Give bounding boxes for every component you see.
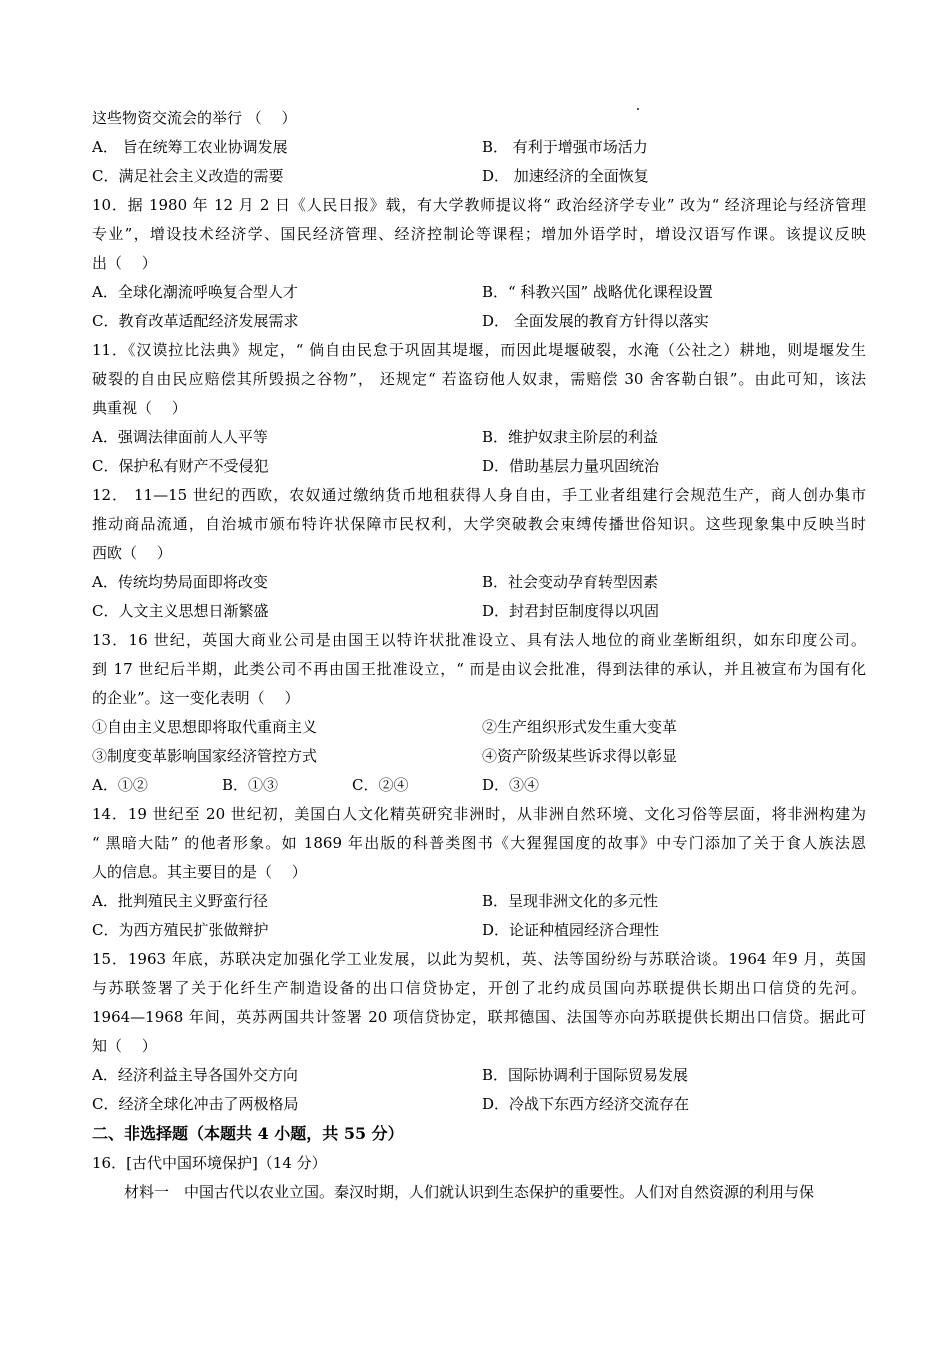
q14-option-c[interactable]: C．为西方殖民扩张做辩护 [92, 921, 269, 939]
q12-options-row-1 [92, 568, 866, 597]
section-2-heading: 二、非选择题（本题共 4 小题，共 55 分） [92, 1124, 404, 1143]
q13-item-3: ③制度变革影响国家经济管控方式 [92, 747, 318, 765]
q11-line-2: 破裂的自由民应赔偿其所毁损之谷物”， 还规定“ 若盗窃他人奴隶，需赔偿 30 舍客勒白银”。由此可知，该法 [92, 370, 866, 388]
q9-options-row-2 [92, 162, 866, 191]
q11-option-c[interactable]: C．保护私有财产不受侵犯 [92, 457, 269, 475]
q14-options-row-2 [92, 916, 866, 945]
q10-line-3: 出（ ） [92, 254, 157, 272]
q13-items-row-1 [92, 713, 866, 742]
q11-line-3: 典重视（ ） [92, 399, 187, 417]
q9-option-a[interactable]: A． 旨在统筹工农业协调发展 [92, 138, 288, 156]
q13-option-d[interactable]: D．③④ [482, 776, 540, 794]
q10-options-row-1 [92, 278, 866, 307]
exam-page [92, 104, 866, 1207]
q15-line-1: 15．1963 年底，苏联决定加强化学工业发展，以此为契机，英、法等国纷纷与苏联洽谈。1964 年9 月，英国 [92, 950, 866, 968]
q15-line-4: 知（ ） [92, 1037, 157, 1055]
q13-item-4: ④资产阶级某些诉求得以彰显 [482, 747, 678, 765]
q15-options-row-1 [92, 1061, 866, 1090]
q9-option-b[interactable]: B． 有利于增强市场活力 [482, 138, 648, 156]
q11-option-d[interactable]: D．借助基层力量巩固统治 [482, 457, 660, 475]
q13-line-1: 13．16 世纪，英国大商业公司是由国王以特许状批准设立、具有法人地位的商业垄断组织，如东印度公司。 [92, 631, 866, 649]
q14-option-a[interactable]: A．批判殖民主义野蛮行径 [92, 892, 268, 910]
q13-item-1: ①自由主义思想即将取代重商主义 [92, 718, 318, 736]
q14-options-row-1 [92, 887, 866, 916]
q12-line-2: 推动商品流通，自治城市颁布特许状保障市民权利，大学突破教会束缚传播世俗知识。这些现象集中反映当时 [92, 515, 866, 533]
q13-option-b[interactable]: B．①③ [222, 776, 279, 794]
q10-option-c[interactable]: C．教育改革适配经济发展需求 [92, 312, 299, 330]
q15-options-row-2 [92, 1090, 866, 1119]
q10-options-row-2 [92, 307, 866, 336]
q10-option-a[interactable]: A．全球化潮流呼唤复合型人才 [92, 283, 298, 301]
q15-option-c[interactable]: C．经济全球化冲击了两极格局 [92, 1095, 299, 1113]
q11-options-row-2 [92, 452, 866, 481]
q13-line-3: 的企业”。这一变化表明（ ） [92, 689, 300, 707]
q15-option-b[interactable]: B．国际协调利于国际贸易发展 [482, 1066, 689, 1084]
q15-option-d[interactable]: D．冷战下东西方经济交流存在 [482, 1095, 690, 1113]
q13-option-a[interactable]: A．①② [92, 776, 148, 794]
q11-option-b[interactable]: B．维护奴隶主阶层的利益 [482, 428, 659, 446]
q14-option-b[interactable]: B．呈现非洲文化的多元性 [482, 892, 659, 910]
q12-options-row-2 [92, 597, 866, 626]
q10-option-b[interactable]: B．“ 科教兴国” 战略优化课程设置 [482, 283, 713, 301]
q10-line-1: 10．据 1980 年 12 月 2 日《人民日报》载，有大学教师提议将“ 政治经济学专业” 改为“ 经济理论与经济管理 [92, 196, 866, 214]
q16-title: 16．[古代中国环境保护]（14 分） [92, 1154, 327, 1172]
q9-option-c[interactable]: C．满足社会主义改造的需要 [92, 167, 284, 185]
q10-option-d[interactable]: D． 全面发展的教育方针得以落实 [482, 312, 709, 330]
q9-options-row-1 [92, 133, 866, 162]
q12-line-1: 12． 11—15 世纪的西欧，农奴通过缴纳货币地租获得人身自由，手工业者组建行会规范生产，商人创办集市 [92, 486, 866, 504]
q12-option-c[interactable]: C．人文主义思想日渐繁盛 [92, 602, 269, 620]
q16-material-1: 材料一 中国古代以农业立国。秦汉时期，人们就认识到生态保护的重要性。人们对自然资源的利用与保 [124, 1183, 815, 1201]
q10-line-2: 专业”，增设技术经济学、国民经济管理、经济控制论等课程；增加外语学时，增设汉语写作课。该提议反映 [92, 225, 866, 243]
q12-line-3: 西欧（ ） [92, 544, 172, 562]
q9-option-d[interactable]: D． 加速经济的全面恢复 [482, 167, 649, 185]
q15-option-a[interactable]: A．经济利益主导各国外交方向 [92, 1066, 298, 1084]
q13-options-row [92, 771, 866, 800]
q13-line-2: 到 17 世纪后半期，此类公司不再由国王批准设立，“ 而是由议会批准，得到法律的承认，并且被宣布为国有化 [92, 660, 866, 678]
q14-line-2: “ 黑暗大陆” 的他者形象。如 1869 年出版的科普类图书《大猩猩国度的故事》中专门添加了关于食人族法恩 [92, 834, 866, 852]
q11-options-row-1 [92, 423, 866, 452]
q14-option-d[interactable]: D．论证种植园经济合理性 [482, 921, 660, 939]
q13-items-row-2 [92, 742, 866, 771]
q14-line-3: 人的信息。其主要目的是（ ） [92, 863, 307, 881]
q13-option-c[interactable]: C．②④ [352, 776, 409, 794]
q14-line-1: 14．19 世纪至 20 世纪初，美国白人文化精英研究非洲时，从非洲自然环境、文化习俗等层面，将非洲构建为 [92, 805, 866, 823]
q13-item-2: ②生产组织形式发生重大变革 [482, 718, 678, 736]
q12-option-b[interactable]: B．社会变动孕育转型因素 [482, 573, 659, 591]
q11-line-1: 11．《汉谟拉比法典》规定，“ 倘自由民怠于巩固其堤堰，而因此堤堰破裂，水淹（公社之）耕地，则堤堰发生 [92, 341, 866, 359]
q9-stem: 这些物资交流会的举行 （ ） [92, 109, 297, 127]
q15-line-2: 与苏联签署了关于化纤生产制造设备的出口信贷协定，开创了北约成员国向苏联提供长期出口信贷的先河。 [92, 979, 866, 997]
q12-option-d[interactable]: D．封君封臣制度得以巩固 [482, 602, 660, 620]
q12-option-a[interactable]: A．传统均势局面即将改变 [92, 573, 268, 591]
q11-option-a[interactable]: A．强调法律面前人人平等 [92, 428, 268, 446]
q15-line-3: 1964—1968 年间，英苏两国共计签署 20 项信贷协定，联邦德国、法国等亦向苏联提供长期出口信贷。据此可 [92, 1008, 866, 1026]
